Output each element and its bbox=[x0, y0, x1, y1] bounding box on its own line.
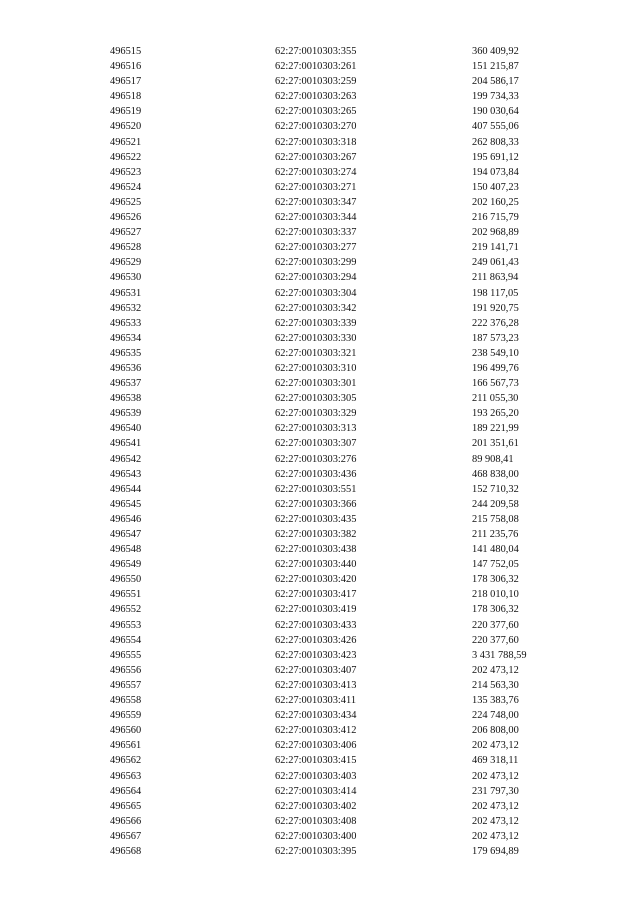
record-number: 496519 bbox=[110, 106, 142, 118]
cadastral-number: 62:27:0010303:413 bbox=[275, 679, 357, 691]
cadastral-number: 62:27:0010303:433 bbox=[275, 619, 357, 631]
record-number: 496536 bbox=[110, 362, 142, 374]
record-number: 496563 bbox=[110, 770, 142, 782]
record-number: 496558 bbox=[110, 695, 142, 707]
table-row bbox=[110, 195, 570, 210]
value-amount: 3 431 788,59 bbox=[472, 649, 527, 661]
record-number: 496557 bbox=[110, 679, 142, 691]
record-number: 496526 bbox=[110, 212, 142, 224]
record-number: 496568 bbox=[110, 845, 142, 857]
table-row bbox=[110, 135, 570, 150]
value-amount: 219 141,71 bbox=[472, 242, 519, 254]
value-amount: 198 117,05 bbox=[472, 287, 519, 299]
cadastral-number: 62:27:0010303:355 bbox=[275, 46, 357, 57]
cadastral-number: 62:27:0010303:419 bbox=[275, 604, 357, 616]
record-number: 496529 bbox=[110, 257, 142, 269]
record-number: 496528 bbox=[110, 242, 142, 254]
value-amount: 211 863,94 bbox=[472, 272, 519, 284]
cadastral-number: 62:27:0010303:274 bbox=[275, 166, 357, 178]
cadastral-number: 62:27:0010303:408 bbox=[275, 815, 357, 827]
table-row bbox=[110, 59, 570, 74]
table-row bbox=[110, 150, 570, 165]
cadastral-number: 62:27:0010303:267 bbox=[275, 151, 357, 163]
cadastral-number: 62:27:0010303:321 bbox=[275, 347, 357, 359]
table-row bbox=[110, 376, 570, 391]
cadastral-number: 62:27:0010303:313 bbox=[275, 423, 357, 435]
value-amount: 211 055,30 bbox=[472, 393, 519, 405]
table-row bbox=[110, 391, 570, 406]
value-amount: 262 808,33 bbox=[472, 136, 519, 148]
record-number: 496540 bbox=[110, 423, 142, 435]
cadastral-number: 62:27:0010303:261 bbox=[275, 61, 357, 73]
value-amount: 150 407,23 bbox=[472, 181, 519, 193]
table-row bbox=[110, 527, 570, 542]
table-row bbox=[110, 618, 570, 633]
record-number: 496559 bbox=[110, 710, 142, 722]
record-number: 496547 bbox=[110, 529, 142, 540]
value-amount: 166 567,73 bbox=[472, 378, 519, 390]
record-number: 496537 bbox=[110, 378, 142, 390]
table-row bbox=[110, 180, 570, 195]
value-amount: 178 306,32 bbox=[472, 604, 519, 616]
value-amount: 179 694,89 bbox=[472, 845, 519, 857]
table-row bbox=[110, 602, 570, 617]
table-row bbox=[110, 844, 570, 859]
value-amount: 151 215,87 bbox=[472, 61, 519, 73]
record-number: 496554 bbox=[110, 634, 142, 646]
table-row bbox=[110, 769, 570, 784]
cadastral-number: 62:27:0010303:299 bbox=[275, 257, 357, 269]
table-row bbox=[110, 648, 570, 663]
table-row bbox=[110, 406, 570, 421]
table-row bbox=[110, 316, 570, 331]
value-amount: 214 563,30 bbox=[472, 679, 519, 691]
record-number: 496533 bbox=[110, 317, 142, 329]
table-row bbox=[110, 44, 570, 59]
record-number: 496567 bbox=[110, 830, 142, 842]
cadastral-number: 62:27:0010303:271 bbox=[275, 181, 357, 193]
value-amount: 152 710,32 bbox=[472, 483, 519, 495]
record-number: 496523 bbox=[110, 166, 142, 178]
value-amount: 202 473,12 bbox=[472, 770, 519, 782]
table-row bbox=[110, 286, 570, 301]
value-amount: 220 377,60 bbox=[472, 634, 519, 646]
table-row bbox=[110, 104, 570, 119]
cadastral-number: 62:27:0010303:436 bbox=[275, 468, 357, 480]
record-number: 496556 bbox=[110, 664, 142, 676]
record-number: 496534 bbox=[110, 332, 142, 344]
table-row bbox=[110, 482, 570, 497]
record-number: 496565 bbox=[110, 800, 142, 812]
cadastral-number: 62:27:0010303:276 bbox=[275, 453, 357, 465]
cadastral-number: 62:27:0010303:265 bbox=[275, 106, 357, 118]
table-row bbox=[110, 270, 570, 285]
cadastral-number: 62:27:0010303:402 bbox=[275, 800, 357, 812]
record-number: 496531 bbox=[110, 287, 142, 299]
cadastral-number: 62:27:0010303:277 bbox=[275, 242, 357, 254]
value-amount: 211 235,76 bbox=[472, 529, 519, 540]
record-number: 496541 bbox=[110, 438, 142, 450]
record-number: 496552 bbox=[110, 604, 142, 616]
table-row bbox=[110, 708, 570, 723]
cadastral-number: 62:27:0010303:382 bbox=[275, 529, 357, 540]
record-number: 496542 bbox=[110, 453, 142, 465]
cadastral-number: 62:27:0010303:426 bbox=[275, 634, 357, 646]
value-amount: 222 376,28 bbox=[472, 317, 519, 329]
value-amount: 224 748,00 bbox=[472, 710, 519, 722]
record-number: 496555 bbox=[110, 649, 142, 661]
table-row bbox=[110, 723, 570, 738]
table-row bbox=[110, 210, 570, 225]
record-number: 496548 bbox=[110, 544, 142, 556]
cadastral-number: 62:27:0010303:434 bbox=[275, 710, 357, 722]
cadastral-number: 62:27:0010303:330 bbox=[275, 332, 357, 344]
value-amount: 199 734,33 bbox=[472, 91, 519, 103]
record-number: 496539 bbox=[110, 408, 142, 420]
record-number: 496550 bbox=[110, 574, 142, 586]
value-amount: 201 351,61 bbox=[472, 438, 519, 450]
value-amount: 231 797,30 bbox=[472, 785, 519, 797]
table-row bbox=[110, 89, 570, 104]
table-row bbox=[110, 693, 570, 708]
table-row bbox=[110, 225, 570, 240]
value-amount: 202 473,12 bbox=[472, 815, 519, 827]
table-row bbox=[110, 301, 570, 316]
cadastral-number: 62:27:0010303:440 bbox=[275, 559, 357, 571]
record-number: 496543 bbox=[110, 468, 142, 480]
table-row bbox=[110, 829, 570, 844]
cadastral-number: 62:27:0010303:270 bbox=[275, 121, 357, 133]
table-row bbox=[110, 557, 570, 572]
table-row bbox=[110, 587, 570, 602]
record-number: 496564 bbox=[110, 785, 142, 797]
cadastral-number: 62:27:0010303:438 bbox=[275, 544, 357, 556]
cadastral-number: 62:27:0010303:423 bbox=[275, 649, 357, 661]
value-amount: 215 758,08 bbox=[472, 513, 519, 525]
cadastral-number: 62:27:0010303:417 bbox=[275, 589, 357, 601]
cadastral-number: 62:27:0010303:263 bbox=[275, 91, 357, 103]
record-number: 496551 bbox=[110, 589, 142, 601]
value-amount: 195 691,12 bbox=[472, 151, 519, 163]
cadastral-number: 62:27:0010303:551 bbox=[275, 483, 357, 495]
cadastral-number: 62:27:0010303:318 bbox=[275, 136, 357, 148]
cadastral-number: 62:27:0010303:310 bbox=[275, 362, 357, 374]
cadastral-number: 62:27:0010303:420 bbox=[275, 574, 357, 586]
value-amount: 360 409,92 bbox=[472, 46, 519, 57]
table-row bbox=[110, 542, 570, 557]
cadastral-number: 62:27:0010303:339 bbox=[275, 317, 357, 329]
value-amount: 187 573,23 bbox=[472, 332, 519, 344]
value-amount: 407 555,06 bbox=[472, 121, 519, 133]
value-amount: 216 715,79 bbox=[472, 212, 519, 224]
table-row bbox=[110, 572, 570, 587]
record-number: 496530 bbox=[110, 272, 142, 284]
record-number: 496544 bbox=[110, 483, 142, 495]
value-amount: 196 499,76 bbox=[472, 362, 519, 374]
value-amount: 190 030,64 bbox=[472, 106, 519, 118]
table-row bbox=[110, 678, 570, 693]
record-number: 496527 bbox=[110, 227, 142, 239]
table-row bbox=[110, 436, 570, 451]
table-row bbox=[110, 74, 570, 89]
record-number: 496520 bbox=[110, 121, 142, 133]
table-row bbox=[110, 361, 570, 376]
record-number: 496538 bbox=[110, 393, 142, 405]
value-amount: 147 752,05 bbox=[472, 559, 519, 571]
table-row bbox=[110, 784, 570, 799]
cadastral-number: 62:27:0010303:415 bbox=[275, 755, 357, 767]
record-number: 496535 bbox=[110, 347, 142, 359]
value-amount: 89 908,41 bbox=[472, 453, 514, 465]
table-row bbox=[110, 119, 570, 134]
value-amount: 469 318,11 bbox=[472, 755, 519, 767]
table-row bbox=[110, 165, 570, 180]
table-row bbox=[110, 452, 570, 467]
cadastral-number: 62:27:0010303:406 bbox=[275, 740, 357, 752]
cadastral-number: 62:27:0010303:414 bbox=[275, 785, 357, 797]
record-number: 496532 bbox=[110, 302, 142, 314]
cadastral-number: 62:27:0010303:305 bbox=[275, 393, 357, 405]
record-number: 496522 bbox=[110, 151, 142, 163]
cadastral-number: 62:27:0010303:342 bbox=[275, 302, 357, 314]
value-amount: 191 920,75 bbox=[472, 302, 519, 314]
cadastral-number: 62:27:0010303:411 bbox=[275, 695, 357, 707]
cadastral-number: 62:27:0010303:329 bbox=[275, 408, 357, 420]
record-number: 496561 bbox=[110, 740, 142, 752]
value-amount: 141 480,04 bbox=[472, 544, 519, 556]
record-number: 496515 bbox=[110, 46, 142, 57]
value-amount: 244 209,58 bbox=[472, 498, 519, 510]
record-number: 496517 bbox=[110, 76, 142, 88]
cadastral-number: 62:27:0010303:301 bbox=[275, 378, 357, 390]
table-row bbox=[110, 346, 570, 361]
value-amount: 238 549,10 bbox=[472, 347, 519, 359]
value-amount: 204 586,17 bbox=[472, 76, 519, 88]
table-row bbox=[110, 331, 570, 346]
record-number: 496545 bbox=[110, 498, 142, 510]
cadastral-number: 62:27:0010303:347 bbox=[275, 196, 357, 208]
value-amount: 178 306,32 bbox=[472, 574, 519, 586]
table-row bbox=[110, 663, 570, 678]
value-amount: 206 808,00 bbox=[472, 725, 519, 737]
cadastral-number: 62:27:0010303:307 bbox=[275, 438, 357, 450]
table-row bbox=[110, 738, 570, 753]
cadastral-number: 62:27:0010303:403 bbox=[275, 770, 357, 782]
cadastral-number: 62:27:0010303:400 bbox=[275, 830, 357, 842]
table-row bbox=[110, 814, 570, 829]
table-row bbox=[110, 497, 570, 512]
record-number: 496553 bbox=[110, 619, 142, 631]
value-amount: 194 073,84 bbox=[472, 166, 519, 178]
cadastral-number: 62:27:0010303:337 bbox=[275, 227, 357, 239]
value-amount: 202 473,12 bbox=[472, 740, 519, 752]
record-number: 496518 bbox=[110, 91, 142, 103]
cadastral-number: 62:27:0010303:366 bbox=[275, 498, 357, 510]
table-row bbox=[110, 633, 570, 648]
cadastral-number: 62:27:0010303:304 bbox=[275, 287, 357, 299]
value-amount: 202 473,12 bbox=[472, 830, 519, 842]
value-amount: 202 968,89 bbox=[472, 227, 519, 239]
table-row bbox=[110, 753, 570, 768]
record-number: 496516 bbox=[110, 61, 142, 73]
value-amount: 249 061,43 bbox=[472, 257, 519, 269]
table-row bbox=[110, 255, 570, 270]
value-amount: 189 221,99 bbox=[472, 423, 519, 435]
record-number: 496546 bbox=[110, 513, 142, 525]
cadastral-number: 62:27:0010303:407 bbox=[275, 664, 357, 676]
table-row bbox=[110, 799, 570, 814]
cadastral-number: 62:27:0010303:395 bbox=[275, 845, 357, 857]
cadastral-number: 62:27:0010303:344 bbox=[275, 212, 357, 224]
value-amount: 220 377,60 bbox=[472, 619, 519, 631]
value-amount: 135 383,76 bbox=[472, 695, 519, 707]
table-row bbox=[110, 240, 570, 255]
value-amount: 202 473,12 bbox=[472, 800, 519, 812]
cadastral-number: 62:27:0010303:435 bbox=[275, 513, 357, 525]
table-row bbox=[110, 467, 570, 482]
table-row bbox=[110, 421, 570, 436]
value-amount: 218 010,10 bbox=[472, 589, 519, 601]
value-amount: 193 265,20 bbox=[472, 408, 519, 420]
value-amount: 202 160,25 bbox=[472, 196, 519, 208]
record-number: 496549 bbox=[110, 559, 142, 571]
record-number: 496524 bbox=[110, 181, 142, 193]
data-table bbox=[110, 44, 570, 859]
table-row bbox=[110, 512, 570, 527]
record-number: 496562 bbox=[110, 755, 142, 767]
cadastral-number: 62:27:0010303:412 bbox=[275, 725, 357, 737]
record-number: 496566 bbox=[110, 815, 142, 827]
record-number: 496521 bbox=[110, 136, 142, 148]
cadastral-number: 62:27:0010303:294 bbox=[275, 272, 357, 284]
value-amount: 202 473,12 bbox=[472, 664, 519, 676]
value-amount: 468 838,00 bbox=[472, 468, 519, 480]
record-number: 496525 bbox=[110, 196, 142, 208]
cadastral-number: 62:27:0010303:259 bbox=[275, 76, 357, 88]
record-number: 496560 bbox=[110, 725, 142, 737]
